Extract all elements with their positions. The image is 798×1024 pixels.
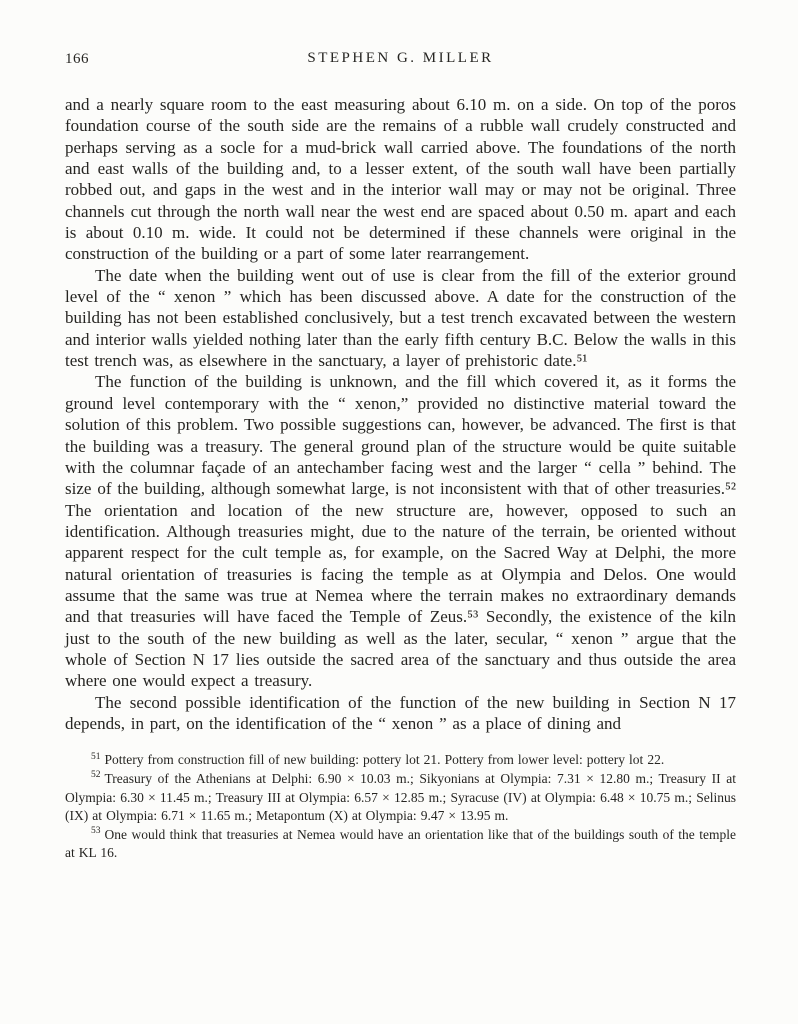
- footnote-marker: 51: [91, 751, 101, 762]
- footnotes-section: [65, 751, 736, 863]
- footnote-text: Treasury of the Athenians at Delphi: 6.90 × 10.03 m.; Sikyonians at Olympia: 7.31 × 12.80 m.; Treasury II at Olympia: 6.30 × 11.45 m.; Treasury III at Olympia: 6.57 × 12.85 m.; Syracuse (IV) at Olympia: 6.48 × 10.75 m.; Selinus (IX) at Olympia: 6.71 × 11.65 m.; Metapontum (X) at Olympia: 9.47 × 13.95 m.: [65, 770, 736, 824]
- footnote-text: Pottery from construction fill of new building: pottery lot 21. Pottery from lower level: pottery lot 22.: [104, 752, 665, 768]
- body-text: [65, 94, 736, 734]
- page-number: 166: [65, 51, 89, 67]
- running-head: STEPHEN G. MILLER: [307, 50, 494, 66]
- paragraph: and a nearly square room to the east measuring about 6.10 m. on a side. On top of the poros foundation course of the south side are the remains of a rubble wall crudely constructed and perhaps serving as a socle for a mud-brick wall carried above. The foundations of the north and east walls of the building and, to a lesser extent, of the south wall have been partially robbed out, and gaps in the west and in the interior wall may or may not be original. Three channels cut through the north wall near the west end are spaced about 0.50 m. apart and each is about 0.10 m. wide. It could not be determined if these channels were original in the construction of the building or a part of some later rearrangement.: [65, 95, 736, 264]
- page-header: [65, 50, 736, 70]
- footnote-marker: 52: [91, 770, 101, 781]
- footnote: [65, 826, 736, 863]
- footnote: [65, 770, 736, 826]
- paragraph: The function of the building is unknown, and the fill which covered it, as it forms the ground level contemporary with the “ xenon,” provided no distinctive material toward the solution of this problem. Two possible suggestions can, however, be advanced. The first is that the building was a treasury. The general ground plan of the structure would be quite suitable with the columnar façade of an antechamber facing west and the larger “ cella ” behind. The size of the building, although somewhat large, is not inconsistent with that of other treasuries.⁵² The orientation and location of the new structure are, however, opposed to such an identification. Although treasuries might, due to the nature of the terrain, be oriented without apparent respect for the cult temple as, for example, on the Sacred Way at Delphi, the more natural orientation of treasuries is facing the temple as at Olympia and Delos. One would assume that the same was true at Nemea where the terrain makes no extraordinary demands and that treasuries will have faced the Temple of Zeus.⁵³ Secondly, the existence of the kiln just to the south of the new building as well as the later, secular, “ xenon ” argue that the whole of Section N 17 lies outside the sacred area of the sanctuary and thus outside the area where one would expect a treasury.: [65, 372, 736, 691]
- footnote-text: One would think that treasuries at Nemea would have an orientation like that of the buildings south of the temple at KL 16.: [65, 826, 736, 861]
- footnote: [65, 751, 736, 770]
- paragraph: The date when the building went out of use is clear from the fill of the exterior ground level of the “ xenon ” which has been discussed above. A date for the construction of the building has not been established conclusively, but a test trench excavated between the western and interior walls yielded nothing later than the early fifth century B.C. Below the walls in this test trench was, as elsewhere in the sanctuary, a layer of prehistoric date.⁵¹: [65, 265, 736, 371]
- paragraph: The second possible identification of the function of the new building in Section N 17 depends, in part, on the identification of the “ xenon ” as a place of dining and: [65, 692, 736, 733]
- footnote-marker: 53: [91, 826, 101, 837]
